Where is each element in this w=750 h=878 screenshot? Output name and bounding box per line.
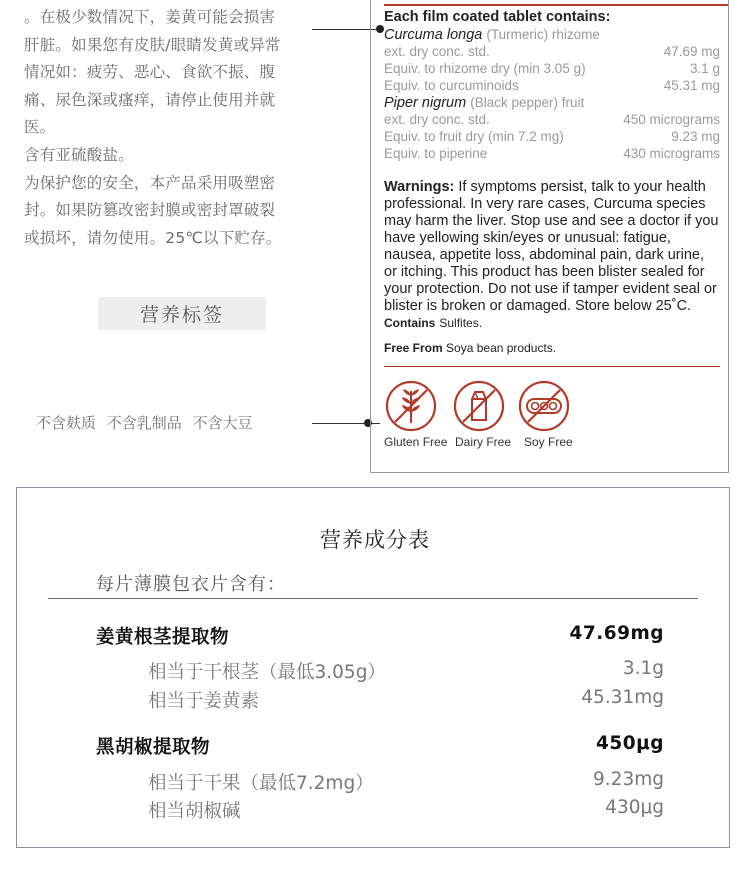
ingredient-label: ext. dry conc. std. <box>384 112 490 128</box>
ingredient-value: 450 micrograms <box>623 112 720 128</box>
label-top-rule <box>384 4 728 6</box>
nutrient-name: 相当于干果（最低7.2mg） <box>148 773 374 794</box>
ingredient-value: 3.1 g <box>689 60 720 76</box>
nutrition-rule <box>48 598 698 599</box>
nutrient-name: 相当于姜黄素 <box>148 691 260 712</box>
label-divider <box>384 366 720 367</box>
nutrition-row-main <box>96 623 664 649</box>
cn-warning-text <box>24 4 324 252</box>
nutrition-row-sub <box>148 658 664 684</box>
ingredient-row <box>384 78 720 95</box>
piper-latin: Piper nigrum <box>384 95 467 112</box>
ingredient-label: Equiv. to fruit dry (min 7.2 mg) <box>384 129 564 145</box>
cn-warning-line: 含有亚硫酸盐。 <box>24 145 134 164</box>
ingredients-heading: Each film coated tablet contains: <box>384 9 611 25</box>
cn-warning-line: 或损坏，请勿使用。25℃以下贮存。 <box>24 228 282 247</box>
contains-text: Sulfites. <box>439 316 483 330</box>
ingredient-row <box>384 44 720 61</box>
icon-label: Gluten Free <box>384 435 448 449</box>
warnings-block <box>384 179 720 332</box>
nutrition-row-sub <box>148 687 664 713</box>
nutrient-name: 姜黄根茎提取物 <box>96 627 230 648</box>
ingredient-row <box>384 129 720 146</box>
free-from-label: Free From <box>384 341 443 355</box>
free-from-text: Soya bean products. <box>446 341 557 355</box>
nutrient-value: 430μg <box>605 797 664 818</box>
icon-label: Dairy Free <box>455 435 512 449</box>
curcuma-latin: Curcuma longa <box>384 27 483 43</box>
free-from-line <box>384 341 556 355</box>
cn-warning-line: 肝脏。如果您有皮肤/眼睛发黄或异常 <box>24 35 281 54</box>
curcuma-title <box>384 26 720 44</box>
ingredient-row <box>384 61 720 78</box>
free-from-cn: 不含麸质 不含乳制品 不含大豆 <box>36 414 253 432</box>
ingredient-value: 9.23 mg <box>671 129 720 145</box>
gluten-free-icon <box>384 379 438 433</box>
cn-warning-line: 医。 <box>24 118 56 137</box>
dairy-free-icon <box>452 379 506 433</box>
cn-warning-line: 情况如：疲劳、恶心、食欲不振、腹 <box>24 63 276 82</box>
ingredient-label: Equiv. to piperine <box>384 145 488 161</box>
curcuma-common: (Turmeric) rhizome <box>486 27 600 42</box>
nutrition-subtitle: 每片薄膜包衣片含有： <box>96 574 286 595</box>
cn-warning-line: 为保护您的安全，本产品采用吸塑密 <box>24 173 276 192</box>
nutrient-value: 3.1g <box>622 658 664 679</box>
ingredient-label: Equiv. to curcuminoids <box>384 77 519 93</box>
piper-title <box>384 94 720 112</box>
ingredients-block <box>384 9 720 163</box>
cn-warning-line: 封。如果防篡改密封膜或密封罩破裂 <box>24 201 276 220</box>
nutrition-label-button[interactable]: 营养标签 <box>98 297 266 330</box>
ingredient-label: Equiv. to rhizome dry (min 3.05 g) <box>384 60 586 76</box>
nutrition-row-sub <box>148 769 664 795</box>
nutrition-title: 营养成分表 <box>320 528 430 552</box>
cn-warning-line: 痛、尿色深或瘙痒，请停止使用并就 <box>24 90 276 109</box>
cn-warning-line: 。在极少数情况下，姜黄可能会损害 <box>24 8 276 26</box>
nutrient-name: 相当胡椒碱 <box>148 801 241 822</box>
ingredient-label: ext. dry conc. std. <box>384 44 490 59</box>
soy-free-icon <box>517 379 571 433</box>
warnings-label: Warnings: <box>384 179 455 195</box>
piper-common: (Black pepper) fruit <box>470 95 585 111</box>
nutrient-value: 9.23mg <box>593 769 664 790</box>
warnings-text: If symptoms persist, talk to your health professional. In very rare cases, Curcuma species may harm the liver. Stop use and see a doctor if you have yellowing skin/eyes or unusual: fatigue, nausea, appetite loss, abdominal pain, dark urine, or itching. This product has been blister sealed for your protection. Do not use if tamper evident seal or blister is broken or damaged. Store below 25˚C. <box>384 179 719 314</box>
icon-label: Soy Free <box>524 435 573 449</box>
nutrition-row-sub <box>148 797 664 823</box>
nutrient-name: 相当于干根茎（最低3.05g） <box>148 662 386 683</box>
ingredient-value: 47.69 mg <box>663 44 720 59</box>
ingredient-row <box>384 146 720 163</box>
ingredient-row <box>384 112 720 129</box>
nutrient-value: 47.69mg <box>569 623 664 644</box>
nutrition-row-main <box>96 733 664 759</box>
nutrient-name: 黑胡椒提取物 <box>96 737 211 758</box>
nutrient-value: 45.31mg <box>581 687 664 708</box>
nutrient-value: 450μg <box>596 733 664 754</box>
ingredient-value: 430 micrograms <box>623 145 720 161</box>
contains-label: Contains <box>384 316 436 330</box>
ingredient-value: 45.31 mg <box>663 77 720 93</box>
